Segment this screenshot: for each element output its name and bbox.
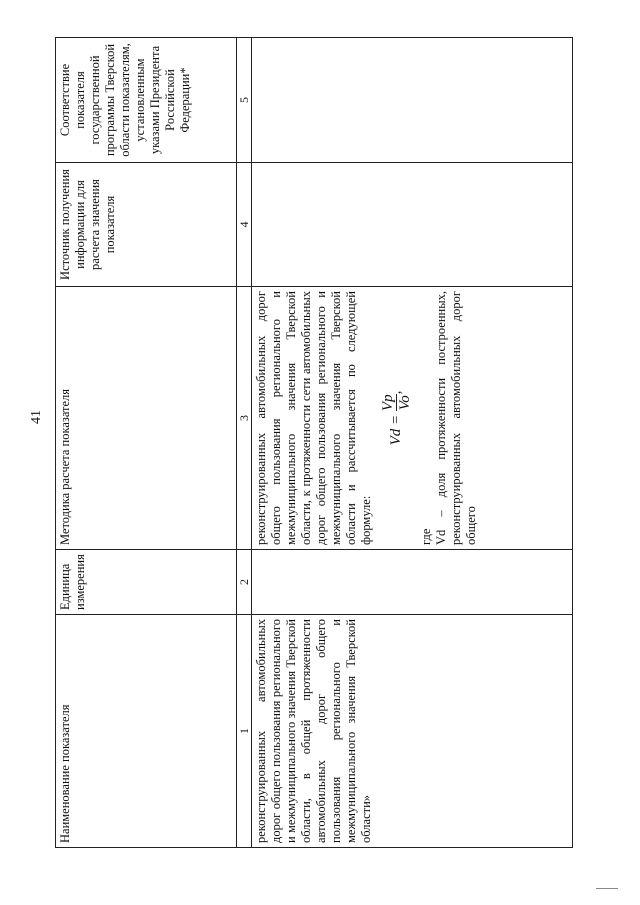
formula-lhs: Vd = [387, 414, 404, 446]
header-correspondence: Соответствие показателя государственной программы Тверской области показателям, установленным указами Президента Российской Федерации* [56, 38, 237, 163]
header-method: Методика расчета показателя [56, 287, 237, 550]
method-intro-text: реконструированных автомобильных дорог общего пользования регионального и межмуниципального значения Тверской области, к протяженности сети автомобильных дорог общего пользования регионального и межмуниципального значения Тверской области и рассчитывается по следующей формуле: [254, 291, 373, 545]
formula-denominator: Vo [397, 395, 413, 411]
indicator-name-cell: реконструированных автомобильных дорог общего пользования регионального и межмуниципального значения Тверской области, в общей протяженности автомобильных дорог общего пользования регионального и межмуниципального значения Тверской области» [252, 615, 573, 848]
header-row [56, 38, 237, 848]
correspondence-cell [252, 38, 573, 163]
column-number: 2 [237, 550, 252, 615]
footer-mark [596, 888, 618, 889]
indicator-table [55, 37, 573, 848]
where-text: где [419, 528, 433, 545]
header-unit: Единица измерения [56, 550, 237, 615]
header-source: Источник получения информации для расчета значения показателя [56, 163, 237, 287]
column-number: 1 [237, 615, 252, 848]
header-indicator-name: Наименование показателя [56, 615, 237, 848]
formula-numerator: Vp [380, 394, 396, 412]
method-cell [252, 287, 573, 550]
unit-cell [252, 550, 573, 615]
formula [380, 291, 413, 545]
formula-fraction [380, 394, 413, 411]
column-number: 5 [237, 38, 252, 163]
method-definition-text: Vd – доля протяженности построенных, реконструированных автомобильных дорог общего [434, 291, 478, 545]
column-number: 3 [237, 287, 252, 550]
table-row [252, 38, 573, 848]
source-cell [252, 163, 573, 287]
rotated-table-wrapper [55, 38, 573, 848]
formula-end: , [387, 390, 404, 395]
column-number: 4 [237, 163, 252, 287]
page-number: 41 [29, 410, 44, 424]
column-number-row [237, 38, 252, 848]
